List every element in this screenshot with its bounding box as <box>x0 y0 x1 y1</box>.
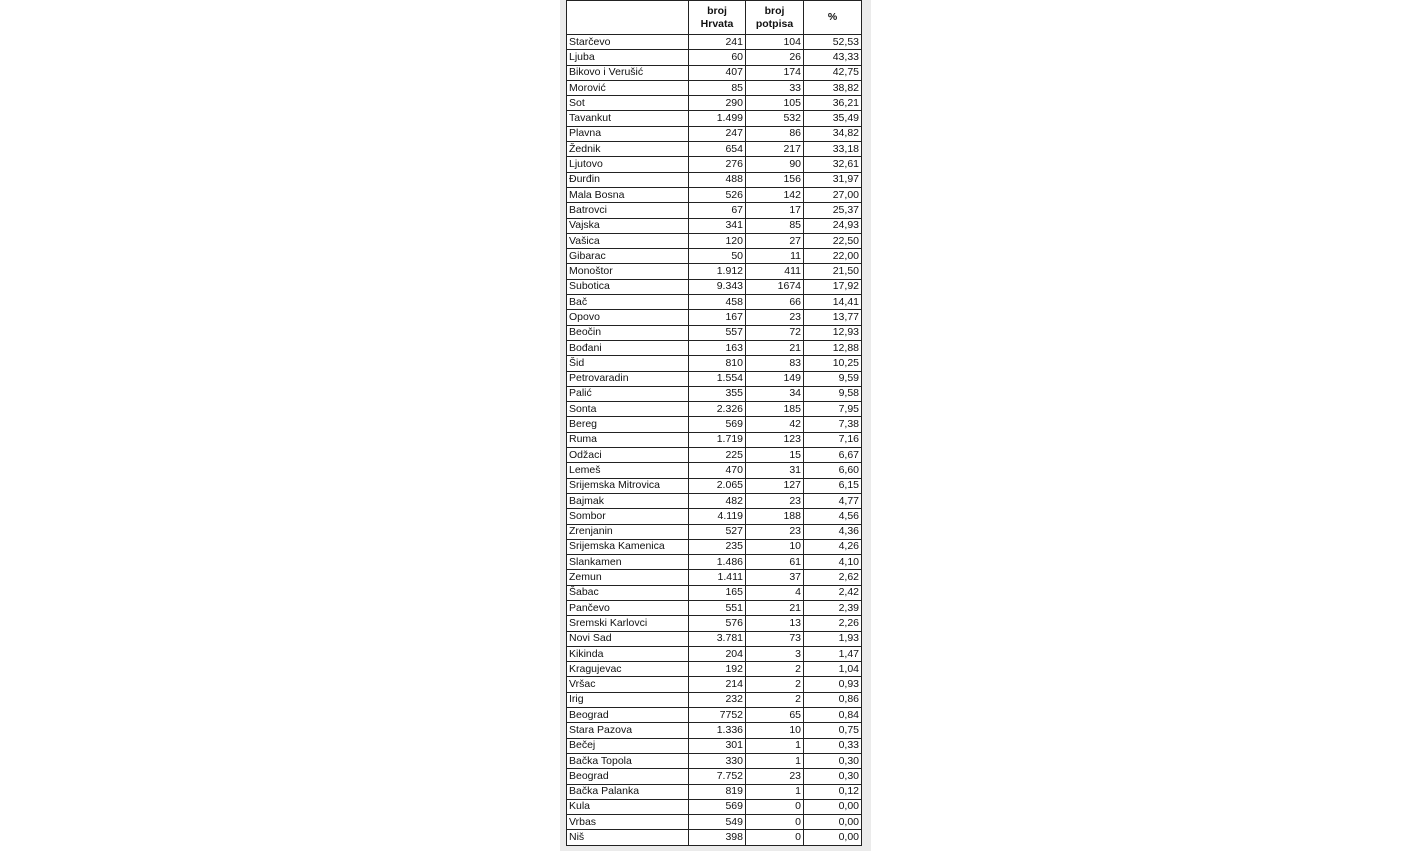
cell-place: Mala Bosna <box>567 187 689 202</box>
cell-croats: 301 <box>689 738 746 753</box>
table-row <box>567 65 862 80</box>
cell-croats: 330 <box>689 753 746 768</box>
cell-croats: 163 <box>689 340 746 355</box>
cell-place: Lemeš <box>567 463 689 478</box>
table-row <box>567 249 862 264</box>
cell-place: Plavna <box>567 126 689 141</box>
cell-percent: 33,18 <box>804 142 862 157</box>
cell-signatures: 149 <box>746 371 804 386</box>
table-row <box>567 172 862 187</box>
table-header-row <box>567 1 862 35</box>
cell-croats: 557 <box>689 325 746 340</box>
cell-signatures: 4 <box>746 585 804 600</box>
cell-place: Stara Pazova <box>567 723 689 738</box>
cell-signatures: 1674 <box>746 279 804 294</box>
cell-place: Bač <box>567 295 689 310</box>
cell-percent: 4,77 <box>804 493 862 508</box>
cell-signatures: 42 <box>746 417 804 432</box>
cell-croats: 165 <box>689 585 746 600</box>
cell-signatures: 156 <box>746 172 804 187</box>
cell-place: Bačka Topola <box>567 753 689 768</box>
cell-croats: 120 <box>689 233 746 248</box>
table-row <box>567 310 862 325</box>
cell-percent: 2,62 <box>804 570 862 585</box>
cell-place: Starčevo <box>567 35 689 50</box>
cell-croats: 569 <box>689 417 746 432</box>
cell-signatures: 0 <box>746 799 804 814</box>
cell-percent: 7,95 <box>804 402 862 417</box>
cell-percent: 36,21 <box>804 96 862 111</box>
cell-percent: 0,00 <box>804 830 862 845</box>
cell-croats: 569 <box>689 799 746 814</box>
cell-croats: 235 <box>689 539 746 554</box>
cell-percent: 0,84 <box>804 708 862 723</box>
table-row <box>567 233 862 248</box>
table-row <box>567 340 862 355</box>
cell-signatures: 1 <box>746 738 804 753</box>
cell-croats: 488 <box>689 172 746 187</box>
cell-signatures: 3 <box>746 646 804 661</box>
table-row <box>567 264 862 279</box>
cell-croats: 482 <box>689 493 746 508</box>
cell-signatures: 185 <box>746 402 804 417</box>
cell-signatures: 23 <box>746 493 804 508</box>
cell-signatures: 85 <box>746 218 804 233</box>
cell-place: Zemun <box>567 570 689 585</box>
cell-place: Niš <box>567 830 689 845</box>
cell-place: Sremski Karlovci <box>567 616 689 631</box>
table-row <box>567 432 862 447</box>
cell-percent: 6,67 <box>804 448 862 463</box>
cell-percent: 4,36 <box>804 524 862 539</box>
cell-croats: 1.336 <box>689 723 746 738</box>
cell-signatures: 21 <box>746 340 804 355</box>
cell-percent: 25,37 <box>804 203 862 218</box>
table-row <box>567 631 862 646</box>
table-row <box>567 555 862 570</box>
cell-percent: 32,61 <box>804 157 862 172</box>
table-row <box>567 386 862 401</box>
cell-croats: 1.912 <box>689 264 746 279</box>
cell-percent: 0,86 <box>804 692 862 707</box>
cell-place: Ljuba <box>567 50 689 65</box>
cell-place: Srijemska Mitrovica <box>567 478 689 493</box>
cell-signatures: 142 <box>746 187 804 202</box>
cell-signatures: 217 <box>746 142 804 157</box>
cell-signatures: 33 <box>746 80 804 95</box>
cell-croats: 2.326 <box>689 402 746 417</box>
cell-percent: 4,56 <box>804 509 862 524</box>
table-row <box>567 616 862 631</box>
cell-place: Vašica <box>567 233 689 248</box>
cell-place: Petrovaradin <box>567 371 689 386</box>
cell-croats: 232 <box>689 692 746 707</box>
cell-signatures: 23 <box>746 769 804 784</box>
cell-signatures: 188 <box>746 509 804 524</box>
cell-signatures: 15 <box>746 448 804 463</box>
cell-percent: 0,75 <box>804 723 862 738</box>
cell-signatures: 13 <box>746 616 804 631</box>
cell-croats: 1.411 <box>689 570 746 585</box>
header-croats-line2: Hrvata <box>700 17 734 30</box>
cell-percent: 0,00 <box>804 799 862 814</box>
cell-croats: 526 <box>689 187 746 202</box>
cell-place: Pančevo <box>567 600 689 615</box>
cell-signatures: 83 <box>746 356 804 371</box>
table-row <box>567 356 862 371</box>
cell-croats: 9.343 <box>689 279 746 294</box>
cell-percent: 27,00 <box>804 187 862 202</box>
cell-place: Monoštor <box>567 264 689 279</box>
cell-percent: 0,33 <box>804 738 862 753</box>
cell-percent: 9,58 <box>804 386 862 401</box>
cell-signatures: 90 <box>746 157 804 172</box>
cell-percent: 0,00 <box>804 815 862 830</box>
cell-place: Opovo <box>567 310 689 325</box>
table-row <box>567 203 862 218</box>
table-row <box>567 570 862 585</box>
cell-percent: 4,26 <box>804 539 862 554</box>
cell-croats: 654 <box>689 142 746 157</box>
cell-percent: 6,60 <box>804 463 862 478</box>
cell-signatures: 2 <box>746 677 804 692</box>
cell-percent: 9,59 <box>804 371 862 386</box>
cell-croats: 549 <box>689 815 746 830</box>
table-row <box>567 539 862 554</box>
cell-place: Bačka Palanka <box>567 784 689 799</box>
table-row <box>567 325 862 340</box>
cell-signatures: 2 <box>746 692 804 707</box>
cell-croats: 276 <box>689 157 746 172</box>
table-row <box>567 279 862 294</box>
cell-percent: 2,42 <box>804 585 862 600</box>
cell-place: Gibarac <box>567 249 689 264</box>
cell-percent: 42,75 <box>804 65 862 80</box>
cell-place: Sot <box>567 96 689 111</box>
cell-percent: 31,97 <box>804 172 862 187</box>
table-row <box>567 738 862 753</box>
cell-place: Vajska <box>567 218 689 233</box>
cell-signatures: 31 <box>746 463 804 478</box>
cell-croats: 167 <box>689 310 746 325</box>
cell-croats: 290 <box>689 96 746 111</box>
cell-percent: 35,49 <box>804 111 862 126</box>
cell-signatures: 21 <box>746 600 804 615</box>
table-row <box>567 784 862 799</box>
header-percent: % <box>804 1 862 35</box>
table-row <box>567 157 862 172</box>
cell-percent: 12,93 <box>804 325 862 340</box>
table-row <box>567 402 862 417</box>
cell-croats: 225 <box>689 448 746 463</box>
cell-place: Beočin <box>567 325 689 340</box>
table-row <box>567 662 862 677</box>
cell-place: Bođani <box>567 340 689 355</box>
table-row <box>567 142 862 157</box>
table-row <box>567 35 862 50</box>
cell-percent: 34,82 <box>804 126 862 141</box>
cell-percent: 17,92 <box>804 279 862 294</box>
cell-place: Slankamen <box>567 555 689 570</box>
cell-signatures: 27 <box>746 233 804 248</box>
cell-percent: 21,50 <box>804 264 862 279</box>
cell-signatures: 127 <box>746 478 804 493</box>
cell-signatures: 104 <box>746 35 804 50</box>
cell-percent: 4,10 <box>804 555 862 570</box>
cell-place: Bikovo i Verušić <box>567 65 689 80</box>
cell-signatures: 411 <box>746 264 804 279</box>
table-row <box>567 218 862 233</box>
cell-croats: 527 <box>689 524 746 539</box>
cell-croats: 67 <box>689 203 746 218</box>
cell-signatures: 61 <box>746 555 804 570</box>
cell-croats: 2.065 <box>689 478 746 493</box>
cell-percent: 43,33 <box>804 50 862 65</box>
cell-croats: 192 <box>689 662 746 677</box>
cell-place: Odžaci <box>567 448 689 463</box>
cell-signatures: 26 <box>746 50 804 65</box>
cell-place: Bereg <box>567 417 689 432</box>
cell-croats: 470 <box>689 463 746 478</box>
cell-place: Vrbas <box>567 815 689 830</box>
cell-croats: 1.486 <box>689 555 746 570</box>
cell-signatures: 86 <box>746 126 804 141</box>
cell-signatures: 0 <box>746 830 804 845</box>
cell-place: Zrenjanin <box>567 524 689 539</box>
cell-place: Bajmak <box>567 493 689 508</box>
signatures-table <box>566 0 862 846</box>
cell-signatures: 73 <box>746 631 804 646</box>
cell-croats: 1.719 <box>689 432 746 447</box>
cell-place: Kikinda <box>567 646 689 661</box>
table-row <box>567 830 862 845</box>
cell-place: Vršac <box>567 677 689 692</box>
cell-percent: 10,25 <box>804 356 862 371</box>
cell-place: Srijemska Kamenica <box>567 539 689 554</box>
header-croats <box>689 1 746 35</box>
cell-place: Batrovci <box>567 203 689 218</box>
table-row <box>567 677 862 692</box>
cell-percent: 0,12 <box>804 784 862 799</box>
cell-percent: 0,30 <box>804 753 862 768</box>
cell-percent: 1,93 <box>804 631 862 646</box>
cell-signatures: 2 <box>746 662 804 677</box>
table-row <box>567 417 862 432</box>
cell-croats: 85 <box>689 80 746 95</box>
cell-signatures: 174 <box>746 65 804 80</box>
cell-percent: 1,04 <box>804 662 862 677</box>
table-row <box>567 493 862 508</box>
cell-place: Palić <box>567 386 689 401</box>
cell-place: Žednik <box>567 142 689 157</box>
cell-croats: 7.752 <box>689 769 746 784</box>
cell-place: Bečej <box>567 738 689 753</box>
cell-signatures: 532 <box>746 111 804 126</box>
cell-place: Sombor <box>567 509 689 524</box>
table-row <box>567 187 862 202</box>
cell-croats: 355 <box>689 386 746 401</box>
table-row <box>567 448 862 463</box>
table-row <box>567 708 862 723</box>
table-row <box>567 692 862 707</box>
cell-signatures: 34 <box>746 386 804 401</box>
table-row <box>567 509 862 524</box>
cell-place: Sonta <box>567 402 689 417</box>
cell-percent: 0,30 <box>804 769 862 784</box>
cell-croats: 1.554 <box>689 371 746 386</box>
cell-signatures: 72 <box>746 325 804 340</box>
cell-croats: 214 <box>689 677 746 692</box>
table-row <box>567 646 862 661</box>
table-row <box>567 126 862 141</box>
cell-croats: 819 <box>689 784 746 799</box>
cell-croats: 1.499 <box>689 111 746 126</box>
cell-signatures: 10 <box>746 539 804 554</box>
cell-place: Ruma <box>567 432 689 447</box>
cell-place: Ljutovo <box>567 157 689 172</box>
cell-place: Kula <box>567 799 689 814</box>
table-row <box>567 753 862 768</box>
cell-place: Morović <box>567 80 689 95</box>
header-signatures-line2: potpisa <box>755 17 794 30</box>
cell-percent: 1,47 <box>804 646 862 661</box>
cell-signatures: 1 <box>746 784 804 799</box>
cell-signatures: 0 <box>746 815 804 830</box>
cell-croats: 241 <box>689 35 746 50</box>
cell-croats: 341 <box>689 218 746 233</box>
table-row <box>567 478 862 493</box>
cell-signatures: 65 <box>746 708 804 723</box>
table-row <box>567 723 862 738</box>
cell-percent: 2,39 <box>804 600 862 615</box>
cell-percent: 22,50 <box>804 233 862 248</box>
table-row <box>567 585 862 600</box>
table-row <box>567 111 862 126</box>
cell-place: Beograd <box>567 708 689 723</box>
table-row <box>567 815 862 830</box>
cell-place: Šid <box>567 356 689 371</box>
cell-percent: 24,93 <box>804 218 862 233</box>
cell-place: Đurđin <box>567 172 689 187</box>
table-row <box>567 371 862 386</box>
cell-percent: 13,77 <box>804 310 862 325</box>
cell-croats: 7752 <box>689 708 746 723</box>
cell-croats: 810 <box>689 356 746 371</box>
cell-signatures: 37 <box>746 570 804 585</box>
cell-croats: 576 <box>689 616 746 631</box>
cell-croats: 551 <box>689 600 746 615</box>
cell-croats: 204 <box>689 646 746 661</box>
cell-place: Tavankut <box>567 111 689 126</box>
cell-signatures: 11 <box>746 249 804 264</box>
cell-signatures: 66 <box>746 295 804 310</box>
cell-croats: 3.781 <box>689 631 746 646</box>
cell-croats: 407 <box>689 65 746 80</box>
table-row <box>567 769 862 784</box>
table-row <box>567 463 862 478</box>
cell-croats: 50 <box>689 249 746 264</box>
cell-place: Beograd <box>567 769 689 784</box>
table-row <box>567 524 862 539</box>
cell-percent: 7,38 <box>804 417 862 432</box>
cell-signatures: 23 <box>746 310 804 325</box>
cell-signatures: 105 <box>746 96 804 111</box>
cell-place: Subotica <box>567 279 689 294</box>
cell-percent: 14,41 <box>804 295 862 310</box>
cell-croats: 458 <box>689 295 746 310</box>
cell-croats: 4.119 <box>689 509 746 524</box>
cell-croats: 398 <box>689 830 746 845</box>
cell-croats: 247 <box>689 126 746 141</box>
cell-percent: 22,00 <box>804 249 862 264</box>
cell-place: Kragujevac <box>567 662 689 677</box>
cell-signatures: 17 <box>746 203 804 218</box>
cell-percent: 38,82 <box>804 80 862 95</box>
cell-percent: 12,88 <box>804 340 862 355</box>
table-body <box>567 35 862 846</box>
cell-place: Šabac <box>567 585 689 600</box>
table-row <box>567 600 862 615</box>
table-row <box>567 80 862 95</box>
table-row <box>567 50 862 65</box>
header-place <box>567 1 689 35</box>
cell-percent: 2,26 <box>804 616 862 631</box>
cell-signatures: 10 <box>746 723 804 738</box>
cell-croats: 60 <box>689 50 746 65</box>
table-row <box>567 96 862 111</box>
cell-percent: 6,15 <box>804 478 862 493</box>
cell-signatures: 1 <box>746 753 804 768</box>
cell-percent: 7,16 <box>804 432 862 447</box>
header-signatures-line1: broj <box>764 4 785 17</box>
cell-place: Irig <box>567 692 689 707</box>
cell-signatures: 123 <box>746 432 804 447</box>
cell-percent: 52,53 <box>804 35 862 50</box>
cell-signatures: 23 <box>746 524 804 539</box>
table-row <box>567 799 862 814</box>
header-signatures <box>746 1 804 35</box>
cell-place: Novi Sad <box>567 631 689 646</box>
cell-percent: 0,93 <box>804 677 862 692</box>
table-row <box>567 295 862 310</box>
header-croats-line1: broj <box>707 4 727 17</box>
